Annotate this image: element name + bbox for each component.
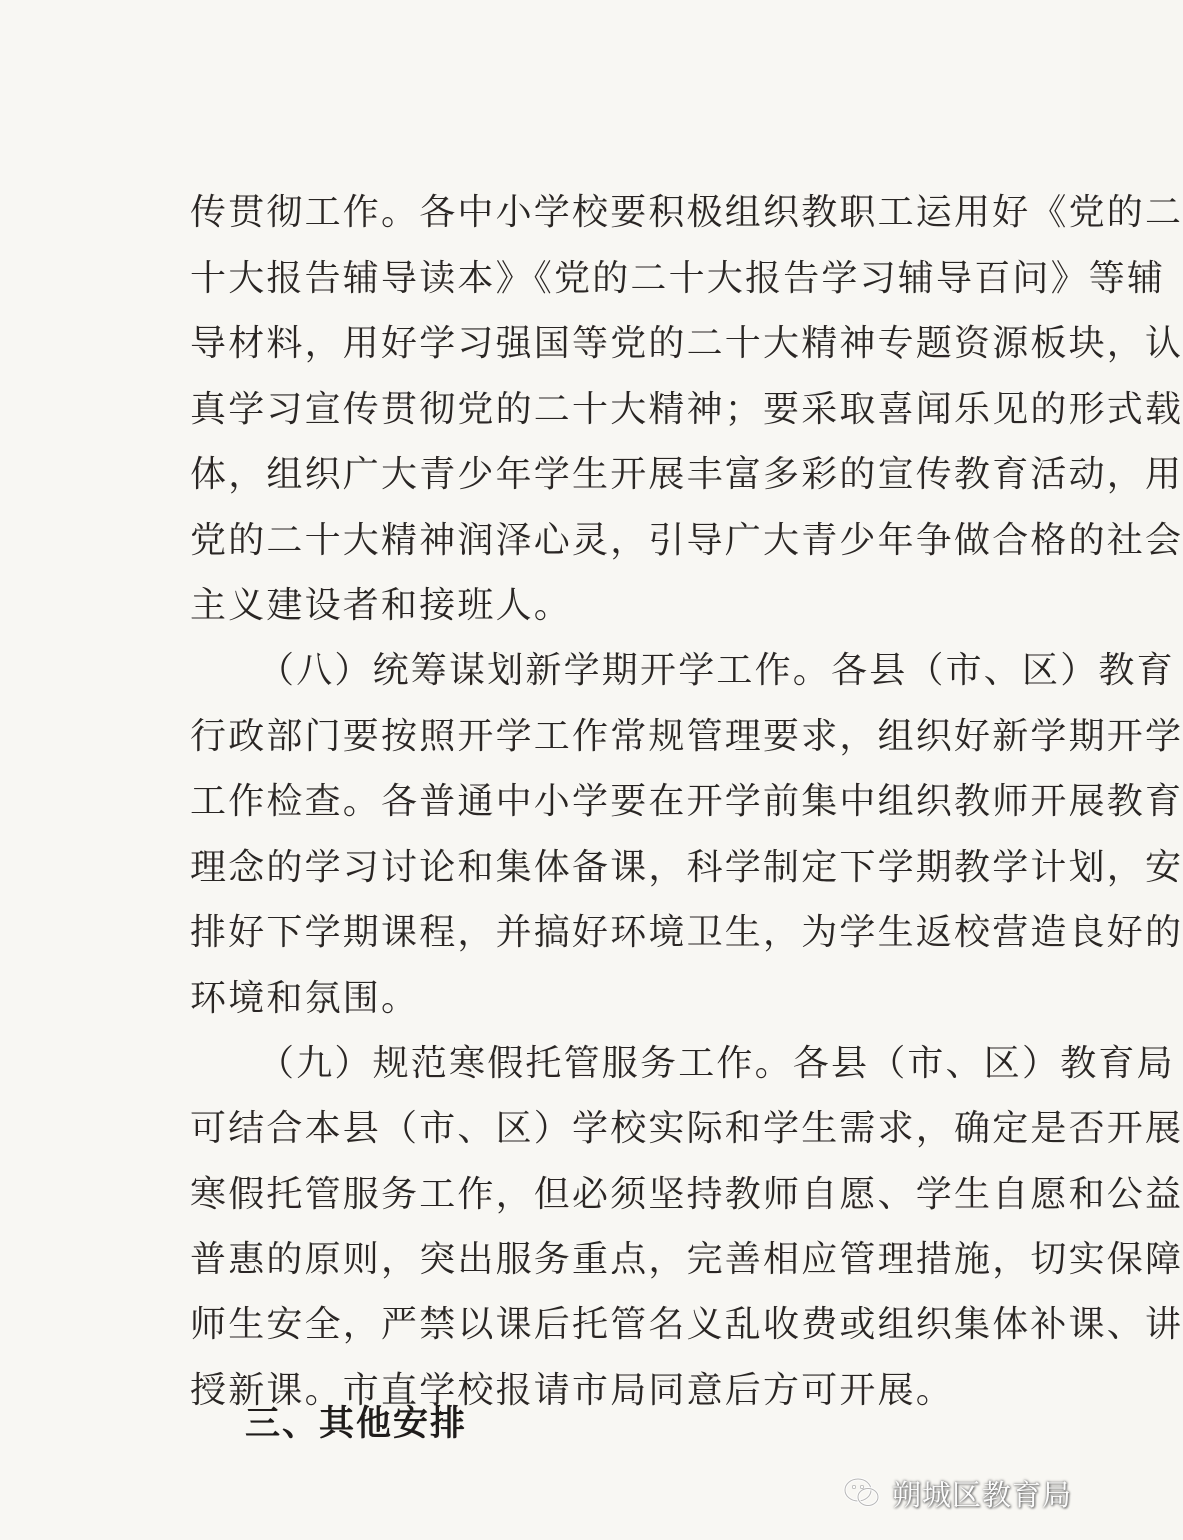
paragraph-line: 真学习宣传贯彻党的二十大精神；要采取喜闻乐见的形式载 (190, 389, 1183, 430)
section-8-first-line: （八）统筹谋划新学期开学工作。各县（市、区）教育 (258, 650, 1175, 691)
paragraph-line: 环境和氛围。 (190, 978, 420, 1019)
paragraph-line: 授新课。市直学校报请市局同意后方可开展。 (190, 1370, 955, 1411)
wechat-icon (842, 1473, 882, 1513)
paragraph-line: 主义建设者和接班人。 (190, 585, 573, 626)
watermark-text: 朔城区教育局 (892, 1477, 1073, 1512)
paragraph-line: 普惠的原则，突出服务重点，完善相应管理措施，切实保障 (190, 1239, 1183, 1280)
paragraph-line: 师生安全，严禁以课后托管名义乱收费或组织集体补课、讲 (190, 1304, 1183, 1345)
paragraph-line: 可结合本县（市、区）学校实际和学生需求，确定是否开展 (190, 1108, 1183, 1149)
paragraph-line: 体，组织广大青少年学生开展丰富多彩的宣传教育活动，用 (190, 454, 1183, 495)
paragraph-line: 理念的学习讨论和集体备课，科学制定下学期教学计划，安 (190, 847, 1183, 888)
paragraph-line: 排好下学期课程，并搞好环境卫生，为学生返校营造良好的 (190, 912, 1183, 953)
paragraph-line: 导材料，用好学习强国等党的二十大精神专题资源板块，认 (190, 323, 1183, 364)
watermark (842, 1469, 1072, 1517)
section-heading: 三、其他安排 (245, 1404, 468, 1444)
paragraph-line: 寒假托管服务工作，但必须坚持教师自愿、学生自愿和公益 (190, 1174, 1183, 1215)
paragraph-line: 行政部门要按照开学工作常规管理要求，组织好新学期开学 (190, 716, 1183, 757)
section-9-first-line: （九）规范寒假托管服务工作。各县（市、区）教育局 (258, 1043, 1175, 1084)
paragraph-line: 传贯彻工作。各中小学校要积极组织教职工运用好《党的二 (190, 192, 1183, 233)
paragraph-line: 十大报告辅导读本》《党的二十大报告学习辅导百问》等辅 (190, 258, 1166, 299)
paragraph-line: 党的二十大精神润泽心灵，引导广大青少年争做合格的社会 (190, 520, 1183, 561)
paragraph-line: 工作检查。各普通中小学要在开学前集中组织教师开展教育 (190, 781, 1183, 822)
